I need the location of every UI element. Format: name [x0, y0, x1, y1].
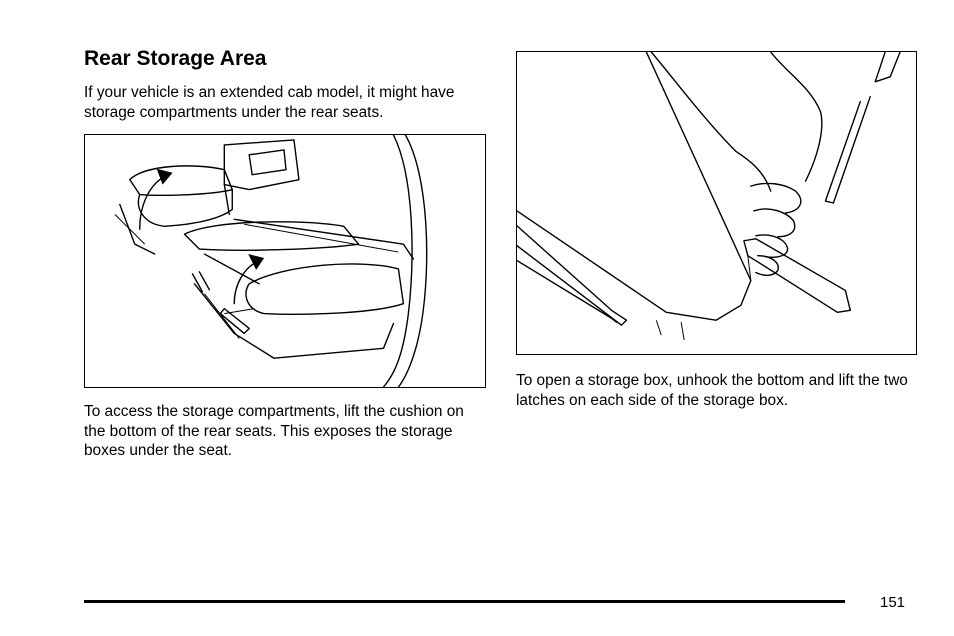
page-number: 151: [880, 594, 906, 611]
section-title: Rear Storage Area: [84, 47, 267, 70]
storage-box-latch-illustration: [516, 51, 917, 355]
rear-seat-illustration: [84, 134, 486, 388]
left-caption: To access the storage compartments, lift the cushion on the bottom of the rear seats. This exposes the storage boxes under the seat.: [84, 403, 464, 459]
right-caption: To open a storage box, unhook the bottom and lift the two latches on each side of the storage box.: [516, 372, 908, 409]
intro-paragraph: If your vehicle is an extended cab model, it might have storage compartments under the rear seats.: [84, 84, 455, 121]
footer-rule: [84, 600, 845, 603]
